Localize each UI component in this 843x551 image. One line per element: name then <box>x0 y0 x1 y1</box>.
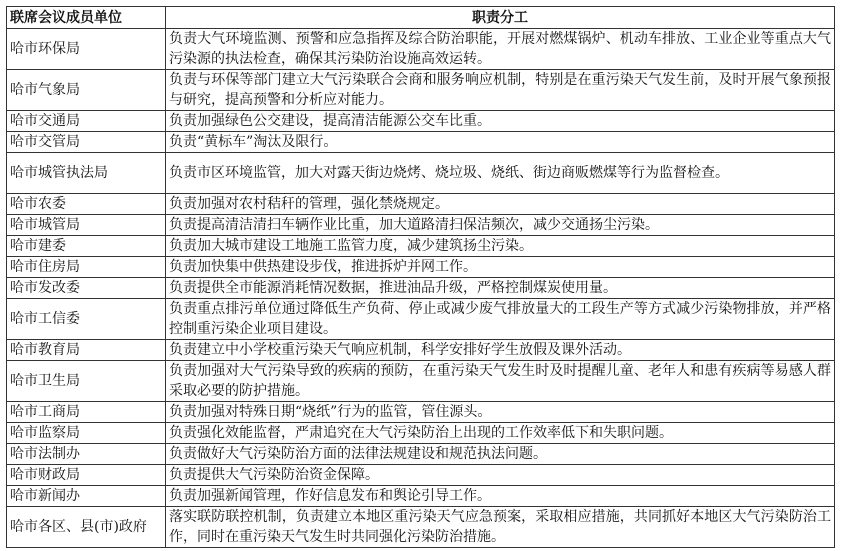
table-row <box>7 153 835 194</box>
table-row <box>7 132 835 153</box>
duty-cell: 负责加快集中供热建设步伐，推进拆炉并网工作。 <box>166 257 835 278</box>
duty-assignment-table <box>6 6 835 548</box>
duty-cell: 落实联防联控机制，负责建立本地区重污染天气应急预案，采取相应措施，共同抓好本地区大气污染防治工作，同时在重污染天气发生时共同强化污染防治措施。 <box>166 507 835 548</box>
duty-cell: 负责建立中小学校重污染天气响应机制，科学安排好学生放假及课外活动。 <box>166 340 835 361</box>
unit-cell: 哈市监察局 <box>7 423 166 444</box>
unit-cell: 哈市工商局 <box>7 402 166 423</box>
duty-cell: 负责加大城市建设工地施工监管力度，减少建筑扬尘污染。 <box>166 236 835 257</box>
table-row <box>7 340 835 361</box>
duty-cell: 负责加强对大气污染导致的疾病的预防，在重污染天气发生时及时提醒儿童、老年人和患有疾病等易感人群采取必要的防护措施。 <box>166 361 835 402</box>
table-row <box>7 465 835 486</box>
unit-cell: 哈市交通局 <box>7 111 166 132</box>
unit-cell: 哈市新闻办 <box>7 486 166 507</box>
table-row <box>7 29 835 70</box>
duty-cell: 负责提高清洁清扫车辆作业比重，加大道路清扫保洁频次，减少交通扬尘污染。 <box>166 215 835 236</box>
table-row <box>7 423 835 444</box>
header-duty: 职责分工 <box>166 7 835 29</box>
duty-cell: 负责提供大气污染防治资金保障。 <box>166 465 835 486</box>
duty-cell: 负责提供全市能源消耗情况数据，推进油品升级，严格控制煤炭使用量。 <box>166 278 835 299</box>
table-row <box>7 402 835 423</box>
duty-cell: 负责市区环境监管，加大对露天街边烧烤、烧垃圾、烧纸、街边商贩燃煤等行为监督检查。 <box>166 153 835 194</box>
unit-cell: 哈市城管局 <box>7 215 166 236</box>
unit-cell: 哈市建委 <box>7 236 166 257</box>
unit-cell: 哈市财政局 <box>7 465 166 486</box>
unit-cell: 哈市工信委 <box>7 299 166 340</box>
duty-cell: 负责加强新闻管理，作好信息发布和舆论引导工作。 <box>166 486 835 507</box>
table-row <box>7 215 835 236</box>
duty-cell: 负责加强绿色公交建设，提高清洁能源公交车比重。 <box>166 111 835 132</box>
duty-cell: 负责强化效能监督，严肃追究在大气污染防治上出现的工作效率低下和失职问题。 <box>166 423 835 444</box>
unit-cell: 哈市教育局 <box>7 340 166 361</box>
table-row <box>7 444 835 465</box>
duty-cell: 负责加强对农村秸秆的管理，强化禁烧规定。 <box>166 194 835 215</box>
table-row <box>7 361 835 402</box>
table-row <box>7 194 835 215</box>
table-row <box>7 111 835 132</box>
table-row <box>7 486 835 507</box>
table-row <box>7 299 835 340</box>
duty-cell: 负责“黄标车”淘汰及限行。 <box>166 132 835 153</box>
table-header-row <box>7 7 835 29</box>
unit-cell: 哈市环保局 <box>7 29 166 70</box>
table-row <box>7 236 835 257</box>
unit-cell: 哈市城管执法局 <box>7 153 166 194</box>
unit-cell: 哈市住房局 <box>7 257 166 278</box>
unit-cell: 哈市各区、县(市)政府 <box>7 507 166 548</box>
duty-cell: 负责做好大气污染防治方面的法律法规建设和规范执法问题。 <box>166 444 835 465</box>
unit-cell: 哈市法制办 <box>7 444 166 465</box>
unit-cell: 哈市气象局 <box>7 70 166 111</box>
duty-cell: 负责与环保等部门建立大气污染联合会商和服务响应机制，特别是在重污染天气发生前，及时开展气象预报与研究，提高预警和分析应对能力。 <box>166 70 835 111</box>
unit-cell: 哈市卫生局 <box>7 361 166 402</box>
table-row <box>7 257 835 278</box>
duty-cell: 负责重点排污单位通过降低生产负荷、停止或减少废气排放量大的工段生产等方式减少污染物排放，并严格控制重污染企业项目建设。 <box>166 299 835 340</box>
table-row <box>7 278 835 299</box>
table-row <box>7 507 835 548</box>
unit-cell: 哈市农委 <box>7 194 166 215</box>
duty-cell: 负责加强对特殊日期“烧纸”行为的监管，管住源头。 <box>166 402 835 423</box>
unit-cell: 哈市发改委 <box>7 278 166 299</box>
unit-cell: 哈市交管局 <box>7 132 166 153</box>
table-row <box>7 70 835 111</box>
header-unit: 联席会议成员单位 <box>7 7 166 29</box>
duty-cell: 负责大气环境监测、预警和应急指挥及综合防治职能，开展对燃煤锅炉、机动车排放、工业企业等重点大气污染源的执法检查，确保其污染防治设施高效运转。 <box>166 29 835 70</box>
